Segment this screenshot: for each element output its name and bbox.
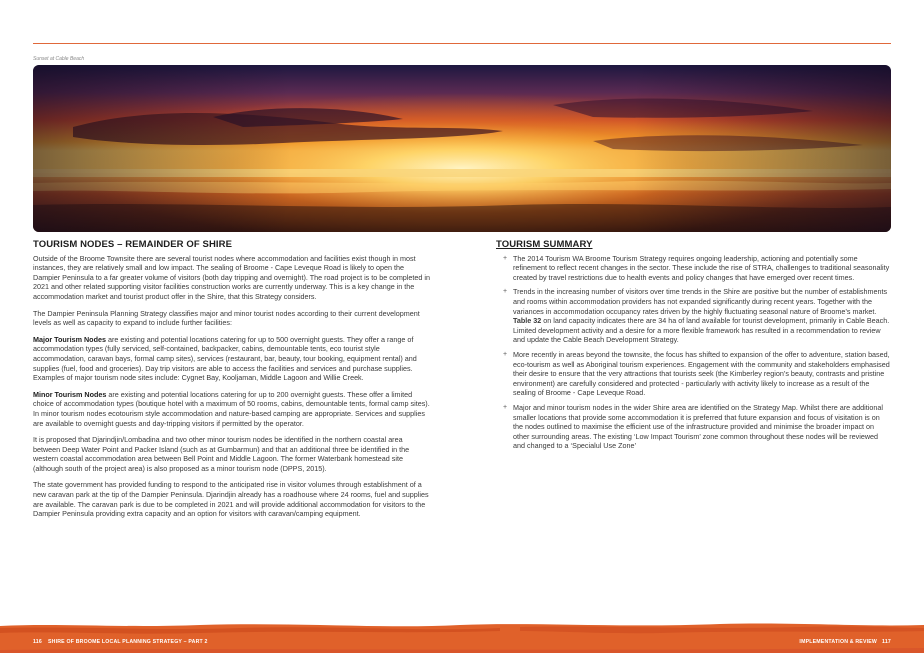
sunset-photo	[33, 65, 891, 232]
plus-icon: +	[503, 403, 508, 411]
paragraph-major-nodes	[33, 335, 431, 383]
list-item	[496, 254, 891, 283]
left-column	[33, 240, 431, 526]
footer-band	[0, 622, 924, 653]
page-footer	[0, 622, 924, 653]
major-nodes-term: Major Tourism Nodes	[33, 334, 106, 344]
minor-nodes-term: Minor Tourism Nodes	[33, 389, 107, 399]
footer-right	[799, 639, 891, 645]
paragraph-minor-nodes	[33, 390, 431, 428]
section-title: IMPLEMENTATION & REVIEW	[799, 639, 878, 645]
list-item	[496, 350, 891, 398]
photo-caption: Sunset at Cable Beach	[33, 56, 85, 62]
summary-item-text: Trends in the increasing number of visitors over time trends in the Shire are positive but the number of establishments and rooms within accommodation providers has not expanded significantly during recent years. Together with the variances in accommodation occupancy rates driven by the highly fluctuating seasonal nature of Broome’s market.	[513, 287, 888, 316]
paragraph-intro: Outside of the Broome Townsite there are several tourist nodes where accommodation and facilities exist though in most instances, they are relatively small and low impact. The sealing of Broome - Cape Leveque Road is likely to open the Dampier Peninsula to a far greater volume of visitors (both day tripping and overnight). The road project is to be completed in 2021 and other related supporting visitor facilities construction works are currently underway. This is a key change in the accommodation market and tourist product offer in the Shire, that this Strategy considers.	[33, 253, 430, 301]
paragraph-proposal: It is proposed that Djarindjin/Lombadina and two other minor tourism nodes be identified in the northern coastal area between Deep Water Point and Packer Island (such as at Gumbarmun) and that an additional three be identified in the western coastal accommodation area between Bell Point and Middle Lagoon. The former Waterbank homestead site (although south of the project area) is also proposed as a minor tourism node (DPPS, 2015).	[33, 435, 410, 473]
minor-nodes-text: are existing and potential locations catering for up to 200 overnight guests. These offer a limited choice of accommodation types (boutique hotel with a maximum of 50 rooms, cabins, demountable tents, formal camp sites). In minor tourism nodes ecotourism style accommodation and nature-based camping are appropriate. Services and supplies are available to overnight guests and day-tripping visitors if permitted by the operator.	[33, 389, 430, 428]
plus-icon: +	[503, 350, 508, 358]
summary-item-text: More recently in areas beyond the townsite, the focus has shifted to expansion of the offer to adventure, station based, eco-tourism as well as Aboriginal tourism experiences. Engagement with the community and stakeholders emphasised their desire to ensure that the very attractions that tourists seek (the Kimberley region’s beauty, contrasts and pristine environment) are carefully considered and protected - particularly with activity likely to increase as a result of the sealing of Broome - Cape Leveque Road.	[513, 349, 890, 398]
plus-icon: +	[503, 254, 508, 262]
right-column	[496, 240, 891, 456]
document-title: SHIRE OF BROOME LOCAL PLANNING STRATEGY – PART 2	[47, 639, 208, 645]
tourism-summary-heading: TOURISM SUMMARY	[496, 239, 593, 250]
major-nodes-text: are existing and potential locations catering for up to 500 overnight guests. They offer a range of accommodation types (fully serviced, self-contained, backpacker, cabins, demountable tents, eco tourist style accommodation, caravan bays, formal camp sites), services (restaurant, bar, beauty, tour booking, equipment rental) and supplies (fuel, food and groceries). Day trip visitors are able to access the facilities and services and purchase supplies. Examples of major tourism node sites include: Cygnet Bay, Kooljaman, Middle Lagoon and Willie Creek.	[33, 334, 417, 383]
tourism-nodes-heading: TOURISM NODES – REMAINDER OF SHIRE	[33, 239, 233, 250]
summary-list	[496, 254, 891, 451]
summary-item-text: The 2014 Tourism WA Broome Tourism Strategy requires ongoing leadership, actioning and potentially some refinement to reflect recent changes in the sector. These include the rise of STRA, challenges to traditional seasonality created by travel restrictions due to health events and policy changes that have emerged over recent times.	[513, 253, 890, 282]
footer-left	[33, 639, 208, 645]
page-number-right: 117	[882, 639, 891, 645]
paragraph-planning-strategy: The Dampier Peninsula Planning Strategy classifies major and minor tourist nodes according to their current development levels as well as capacity to expand to include further facilities:	[33, 308, 420, 328]
list-item	[496, 287, 891, 345]
list-item	[496, 403, 891, 451]
plus-icon: +	[503, 288, 508, 296]
summary-item-text: Major and minor tourism nodes in the wider Shire area are identified on the Strategy Map. Whilst there are additional smaller locations that provide some accommodation it is preferred that future expansion and focus of visitation is on the nodes outlined to maximise the efficient use of the infrastructure provided and minimise the broader impact on other surrounding areas. The existing ‘Low Impact Tourism’ zone common throughout these nodes will be reviewed and changed to a ‘Specialul Use Zone’	[513, 402, 883, 451]
top-divider	[33, 43, 891, 44]
page-number-left: 116	[33, 639, 42, 645]
paragraph-caravan-park: The state government has provided funding to respond to the anticipated rise in visitor volumes through establishment of a new caravan park at the tip of the Dampier Peninsula. Djarindjin already has a roadhouse where 24 rooms, fuel and supplies are available. The caravan park is due to be completed in 2021 and will provide additional accommodation for visitors to the Dampier Peninsula providing extra capacity and an option for visitors with caravan/camping equipment.	[33, 480, 429, 519]
summary-item-text-cont: on land capacity indicates there are 34 ha of land available for tourist development, primarily in Cable Beach. Limited development activity and a desire for a more flexible framework has resulted in a recommendation to review and update the Cable Beach Development Strategy.	[513, 316, 890, 345]
table-reference: Table 32	[513, 316, 542, 326]
